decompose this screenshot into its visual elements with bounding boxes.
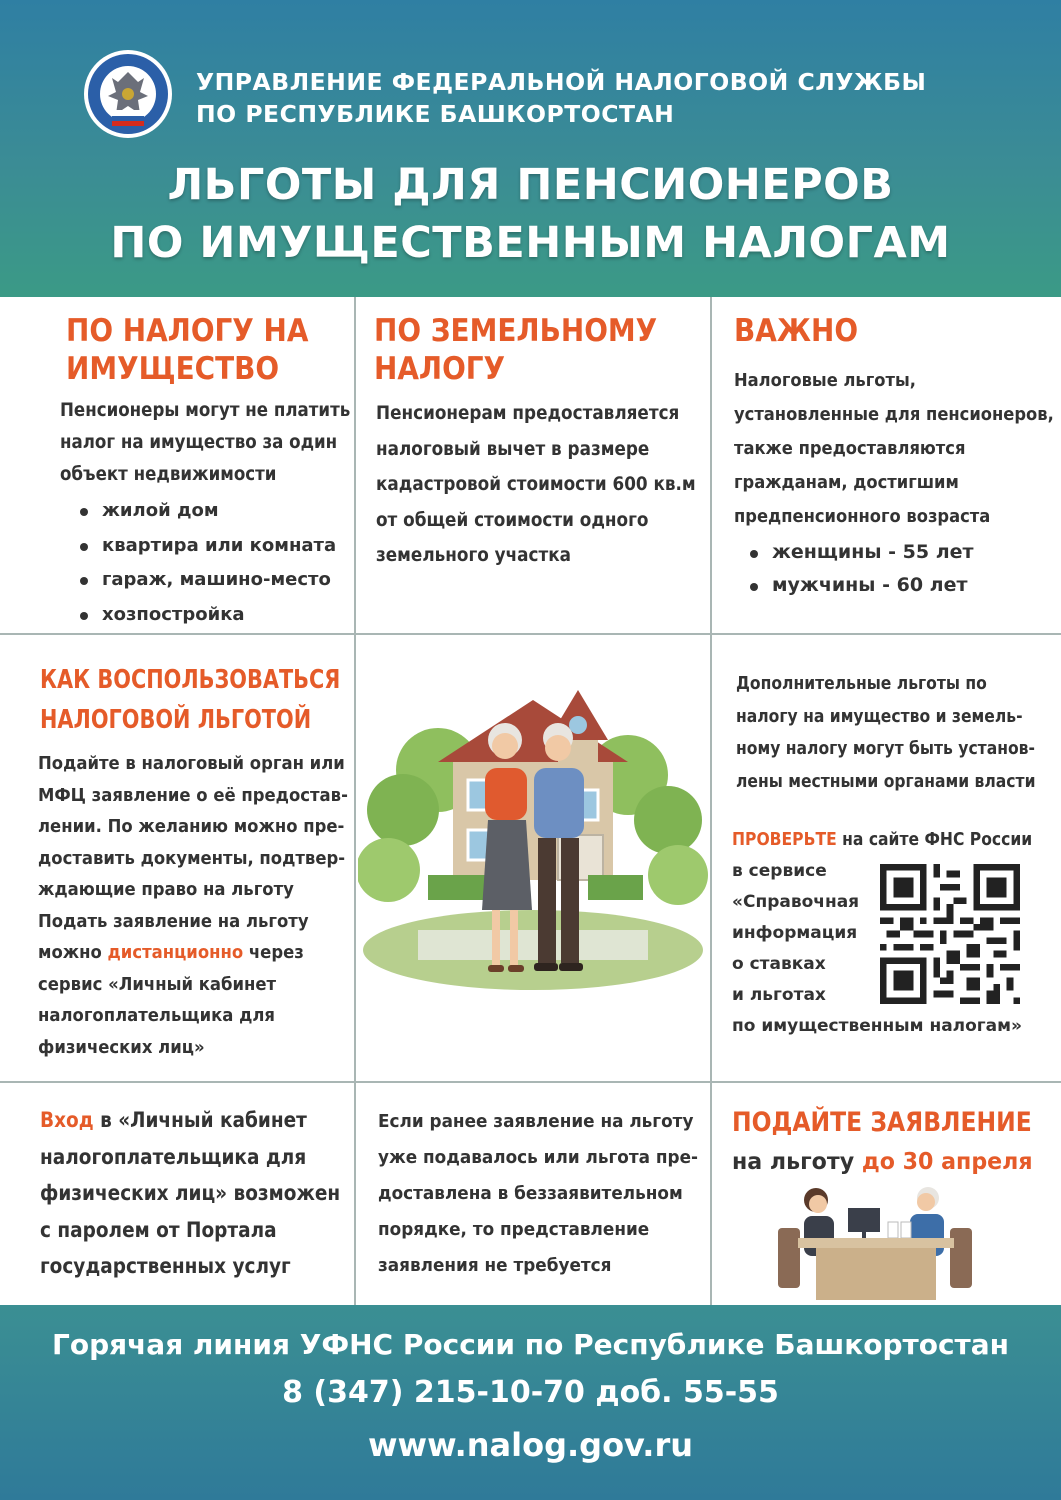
text-line [38,937,348,969]
office-consultation-illustration [778,1178,974,1300]
text-line: налоговый вычет в размере [376,438,650,460]
deadline-title: ПОДАЙТЕ ЗАЯВЛЕНИЕ [732,1107,1032,1138]
qr-code-icon[interactable] [880,864,1020,1004]
text-line: кадастровой стоимости 600 кв.м [376,474,696,495]
text-line: лены местными органами власти [736,771,1036,792]
page-title [0,156,1061,272]
text-line: установленные для пенсионеров, [734,404,1054,425]
text-fragment: можно [38,942,108,963]
text-line: МФЦ заявление о её предостав- [38,784,348,806]
text-line: информация [732,923,858,943]
text-line: Налоговые льготы, [734,370,916,391]
fns-emblem-icon [82,48,174,140]
land-tax-title [374,312,657,388]
land-tax-title-line-1: ПО ЗЕМЕЛЬНОМУ [374,313,658,349]
important-title: ВАЖНО [734,313,859,349]
text-fragment: через [243,942,304,963]
text-line: физических лиц» возможен [40,1181,341,1205]
list-item: квартира или комната [80,529,336,564]
list-item: мужчины - 60 лет [750,569,974,602]
how-to-title-line-1: КАК ВОСПОЛЬЗОВАТЬСЯ [40,665,341,695]
text-line: физических лиц» [38,1036,205,1058]
text-line: ждающие право на льготу [38,879,294,900]
grid-divider [0,633,1061,635]
text-line: «Справочная [732,892,860,912]
check-line [732,824,1032,856]
login-text [40,1102,340,1285]
text-line: доставить документы, подтвер- [38,847,346,869]
text-line: от общей стоимости одного [376,509,649,531]
text-line: Подать заявление на льготу [38,910,309,932]
property-tax-text [60,394,350,490]
how-to-text [38,748,348,1063]
text-line: Пенсионерам предоставляется [376,403,680,424]
text-line: с паролем от Портала [40,1217,277,1242]
list-item: женщины - 55 лет [750,536,974,569]
check-highlight: ПРОВЕРЬТЕ [732,829,837,850]
age-list [750,536,974,602]
property-object-list [80,494,336,632]
property-tax-title-line-1: ПО НАЛОГУ НА [66,313,309,349]
how-to-title-line-2: НАЛОГОВОЙ ЛЬГОТОЙ [40,705,312,735]
deadline-line [732,1144,1033,1180]
previous-text [378,1104,698,1284]
grid-divider [710,297,712,1305]
property-tax-title [66,312,308,388]
login-highlight: Вход [40,1108,94,1132]
agency-name [196,66,926,130]
property-tax-title-line-2: ИМУЩЕСТВО [66,351,280,387]
list-item: хозпостройка [80,598,336,633]
deadline-date: до 30 апреля [861,1149,1033,1175]
text-line: лении. По желанию можно пре- [38,816,345,837]
list-item: гараж, машино-место [80,563,336,598]
text-line: Пенсионеры могут не платить [60,399,351,421]
text-line: объект недвижимости [60,463,277,485]
text-line: уже подавалось или льгота пре- [378,1147,698,1168]
text-line: о ставках [732,954,826,974]
list-item: жилой дом [80,494,336,529]
land-tax-title-line-2: НАЛОГУ [374,351,506,387]
text-line: государственных услуг [40,1254,291,1278]
text-line: ному налогу могут быть установ- [736,739,1035,759]
house-illustration [358,680,708,1000]
grid-divider [354,297,356,1305]
text-line: и льготах [732,985,826,1005]
text-line: порядке, то представление [378,1219,650,1240]
grid-divider [0,1081,1061,1083]
hotline-phone[interactable]: 8 (347) 215-10-70 доб. 55-55 [282,1375,779,1410]
text-line: налог на имущество за один [60,431,338,453]
text-fragment: на льготу [732,1149,862,1175]
hotline-title: Горячая линия УФНС России по Республике Башкортостан [51,1328,1010,1361]
important-text [734,364,1054,534]
text-fragment: на сайте ФНС России [836,829,1033,850]
text-line: доставлена в беззаявительном [378,1183,683,1204]
text-line: Если ранее заявление на льготу [378,1111,694,1132]
text-line: Дополнительные льготы по [736,674,987,694]
text-line: Подайте в налоговый орган или [38,753,345,774]
website-link[interactable]: www.nalog.gov.ru [367,1426,694,1464]
text-line [40,1102,340,1139]
agency-line-1: УПРАВЛЕНИЕ ФЕДЕРАЛЬНОЙ НАЛОГОВОЙ СЛУЖБЫ [196,68,927,96]
land-tax-text [376,396,696,574]
text-line: гражданам, достигшим [734,472,959,493]
text-line: налогоплательщика для [40,1144,307,1169]
title-line-1: ЛЬГОТЫ ДЛЯ ПЕНСИОНЕРОВ [167,160,894,210]
text-line: предпенсионного возраста [734,506,991,527]
text-line: заявления не требуется [378,1255,612,1276]
text-line: земельного участка [376,545,571,566]
agency-line-2: ПО РЕСПУБЛИКЕ БАШКОРТОСТАН [196,100,675,128]
text-line: налогу на имущество и земель- [736,706,1023,727]
additional-text [736,668,1035,798]
header-banner [0,0,1061,297]
text-line: также предоставляются [734,438,966,459]
remote-highlight: дистанционно [107,942,244,963]
text-line: налогоплательщика для [38,1005,275,1026]
text-line: по имущественным налогам» [732,1016,1023,1036]
title-line-2: ПО ИМУЩЕСТВЕННЫМ НАЛОГАМ [110,218,951,268]
text-fragment: в «Личный кабинет [93,1108,307,1132]
footer-banner [0,1305,1061,1500]
text-line: в сервисе [732,861,827,881]
how-to-title [40,660,340,740]
text-line: сервис «Личный кабинет [38,973,277,995]
